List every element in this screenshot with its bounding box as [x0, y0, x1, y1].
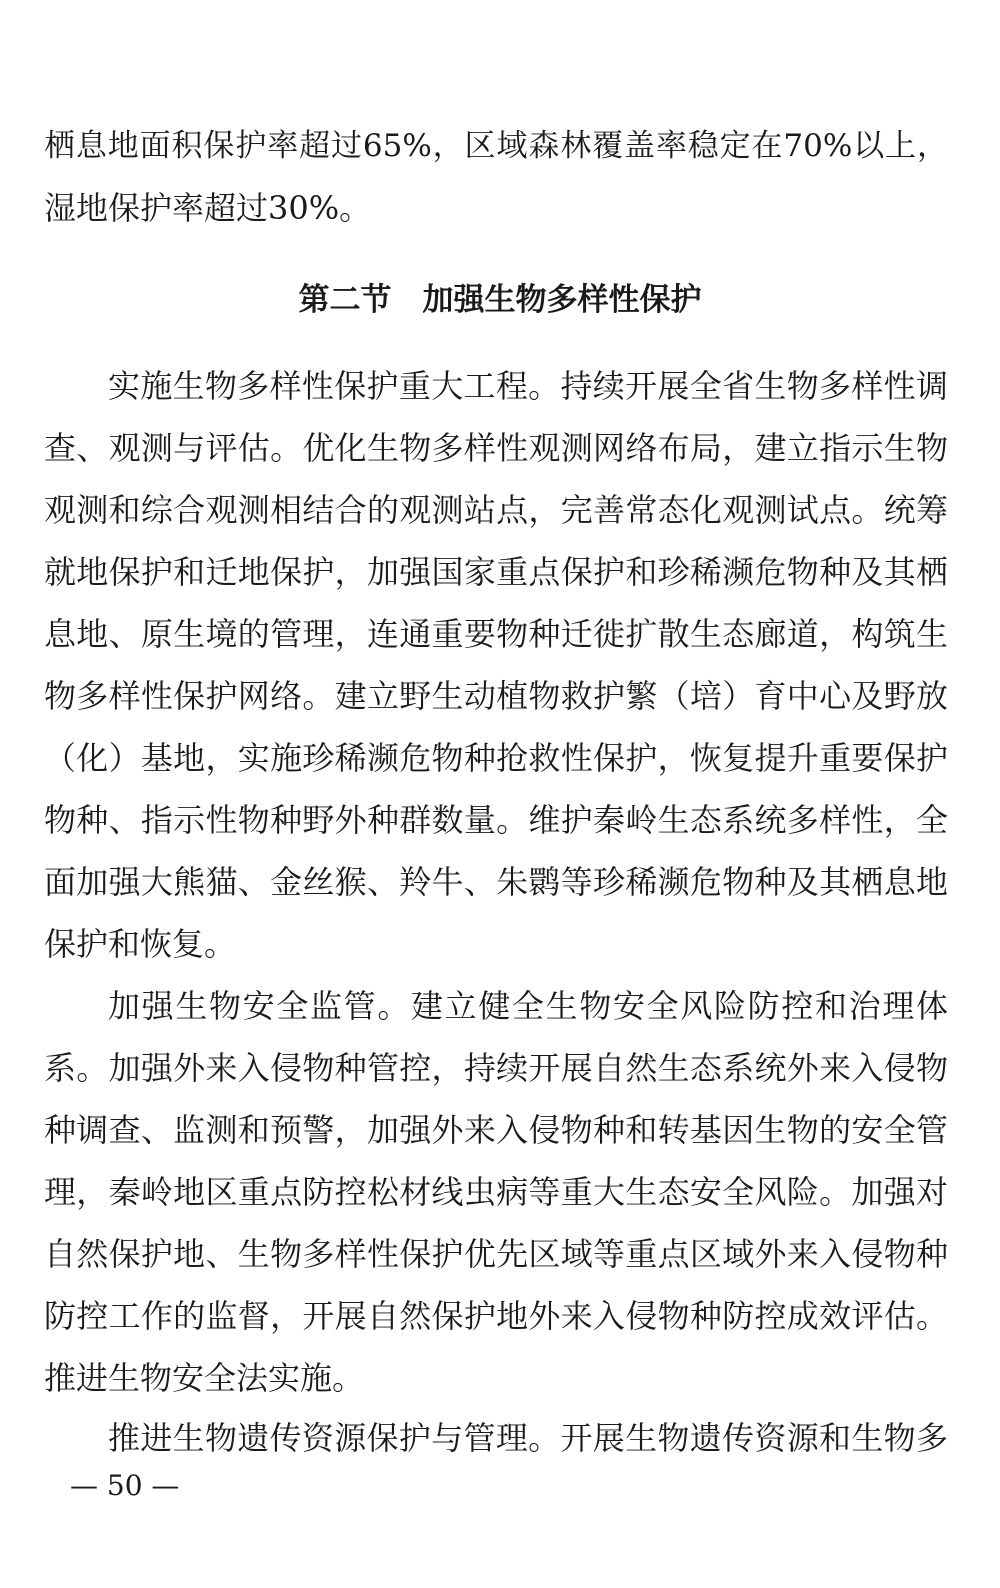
page-number: — 50 — — [70, 1469, 180, 1502]
paragraph-line: 查、观测与评估。优化生物多样性观测网络布局，建立指示生物 — [44, 429, 948, 467]
body-line: 湿地保护率超过30%。 — [44, 189, 372, 227]
paragraph-line: 息地、原生境的管理，连通重要物种迁徙扩散生态廊道，构筑生 — [44, 615, 948, 653]
paragraph-line: 保护和恢复。 — [44, 925, 237, 963]
paragraph-line: 种调查、监测和预警，加强外来入侵物种和转基因生物的安全管 — [44, 1111, 948, 1149]
paragraph-line: 系。加强外来入侵物种管控，持续开展自然生态系统外来入侵物 — [44, 1049, 948, 1087]
paragraph-line: 防控工作的监督，开展自然保护地外来入侵物种防控成效评估。 — [44, 1297, 948, 1335]
paragraph-line: 面加强大熊猫、金丝猴、羚牛、朱鹮等珍稀濒危物种及其栖息地 — [44, 863, 948, 901]
paragraph-line: 物种、指示性物种野外种群数量。维护秦岭生态系统多样性，全 — [44, 801, 948, 839]
paragraph-line: 物多样性保护网络。建立野生动植物救护繁（培）育中心及野放 — [44, 677, 948, 715]
paragraph-line: 自然保护地、生物多样性保护优先区域等重点区域外来入侵物种 — [44, 1235, 948, 1273]
paragraph-line: 推进生物遗传资源保护与管理。开展生物遗传资源和生物多 — [108, 1419, 948, 1457]
paragraph-line: 实施生物多样性保护重大工程。持续开展全省生物多样性调 — [108, 367, 948, 405]
body-line: 栖息地面积保护率超过65%，区域森林覆盖率稳定在70%以上， — [44, 128, 948, 164]
paragraph-line: 理，秦岭地区重点防控松材线虫病等重大生态安全风险。加强对 — [44, 1173, 948, 1211]
paragraph-line: 加强生物安全监管。建立健全生物安全风险防控和治理体 — [108, 987, 948, 1025]
paragraph-line: 推进生物安全法实施。 — [44, 1359, 365, 1397]
section-heading: 第二节 加强生物多样性保护 — [298, 282, 702, 318]
paragraph-line: 就地保护和迁地保护，加强国家重点保护和珍稀濒危物种及其栖 — [44, 553, 948, 591]
paragraph-line: （化）基地，实施珍稀濒危物种抢救性保护，恢复提升重要保护 — [44, 739, 948, 777]
paragraph-line: 观测和综合观测相结合的观测站点，完善常态化观测试点。统筹 — [44, 491, 948, 529]
